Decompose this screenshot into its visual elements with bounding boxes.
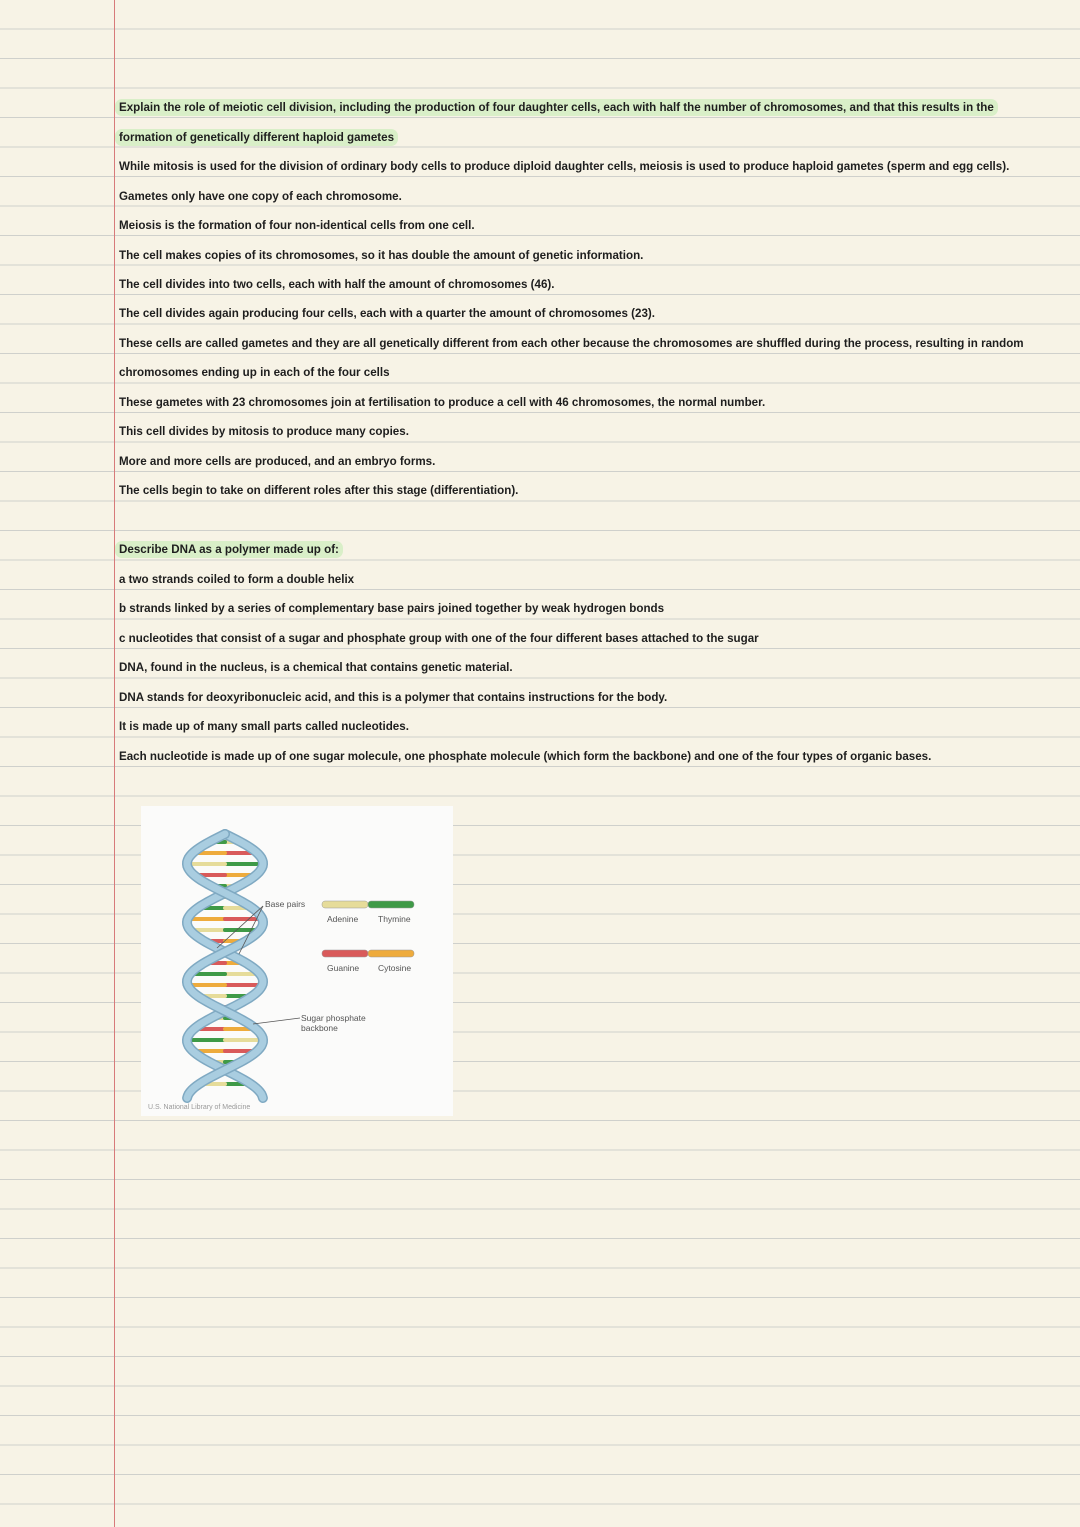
text-line: Gametes only have one copy of each chromosome. [119, 190, 402, 203]
dna-double-helix-figure [141, 806, 453, 1116]
guanine-label: Guanine [327, 963, 360, 973]
text-line: a two strands coiled to form a double helix [119, 573, 355, 586]
text-line: Meiosis is the formation of four non-identical cells from one cell. [119, 219, 475, 232]
margin-line [114, 0, 115, 1527]
text-line: The cell makes copies of its chromosomes, so it has double the amount of genetic information. [119, 249, 644, 262]
text-line: The cell divides again producing four cells, each with a quarter the amount of chromosomes (23). [119, 307, 655, 320]
adenine-thymine-legend-bar-right [368, 901, 414, 908]
text-line: Each nucleotide is made up of one sugar molecule, one phosphate molecule (which form the backbone) and one of the four types of organic bases. [119, 750, 932, 763]
text-line: DNA stands for deoxyribonucleic acid, and this is a polymer that contains instructions for the body. [119, 691, 668, 704]
text-line: More and more cells are produced, and an embryo forms. [119, 455, 436, 468]
text-line: These gametes with 23 chromosomes join at fertilisation to produce a cell with 46 chromosomes, the normal number. [119, 396, 766, 409]
text-line: It is made up of many small parts called nucleotides. [119, 720, 409, 733]
section2-heading: Describe DNA as a polymer made up of: [119, 543, 343, 557]
text-line: The cells begin to take on different roles after this stage (differentiation). [119, 484, 519, 497]
text-line: c nucleotides that consist of a sugar and phosphate group with one of the four different bases attached to the sugar [119, 632, 759, 645]
section1-heading-line2: formation of genetically different haploid gametes [119, 131, 398, 145]
text-line: This cell divides by mitosis to produce many copies. [119, 425, 409, 438]
base-pairs-label: Base pairs [265, 899, 306, 909]
guanine-cytosine-legend-bar-right [368, 950, 414, 957]
guanine-cytosine-legend-bar-left [322, 950, 368, 957]
text-line: DNA, found in the nucleus, is a chemical that contains genetic material. [119, 661, 513, 674]
backbone-label-line1: Sugar phosphate [301, 1013, 366, 1023]
thymine-label: Thymine [378, 914, 411, 924]
text-line: These cells are called gametes and they are all genetically different from each other because the chromosomes are shuffled during the process, resulting in random [119, 337, 1024, 350]
backbone-pointer [253, 1018, 300, 1024]
cytosine-label: Cytosine [378, 963, 412, 973]
backbone-label-line2: backbone [301, 1023, 338, 1033]
dna-helix-illustration [141, 806, 453, 1116]
text-line: b strands linked by a series of complementary base pairs joined together by weak hydrogen bonds [119, 602, 665, 615]
section1-heading-line1: Explain the role of meiotic cell division, including the production of four daughter cells, each with half the number of chromosomes, and that this results in the [119, 101, 998, 115]
figure-credit: U.S. National Library of Medicine [148, 1104, 251, 1111]
adenine-label: Adenine [327, 914, 359, 924]
text-line: chromosomes ending up in each of the four cells [119, 366, 390, 379]
text-line: The cell divides into two cells, each with half the amount of chromosomes (46). [119, 278, 555, 291]
adenine-thymine-legend-bar-left [322, 901, 368, 908]
text-line: While mitosis is used for the division of ordinary body cells to produce diploid daughter cells, meiosis is used to produce haploid gametes (sperm and egg cells). [119, 160, 1010, 173]
